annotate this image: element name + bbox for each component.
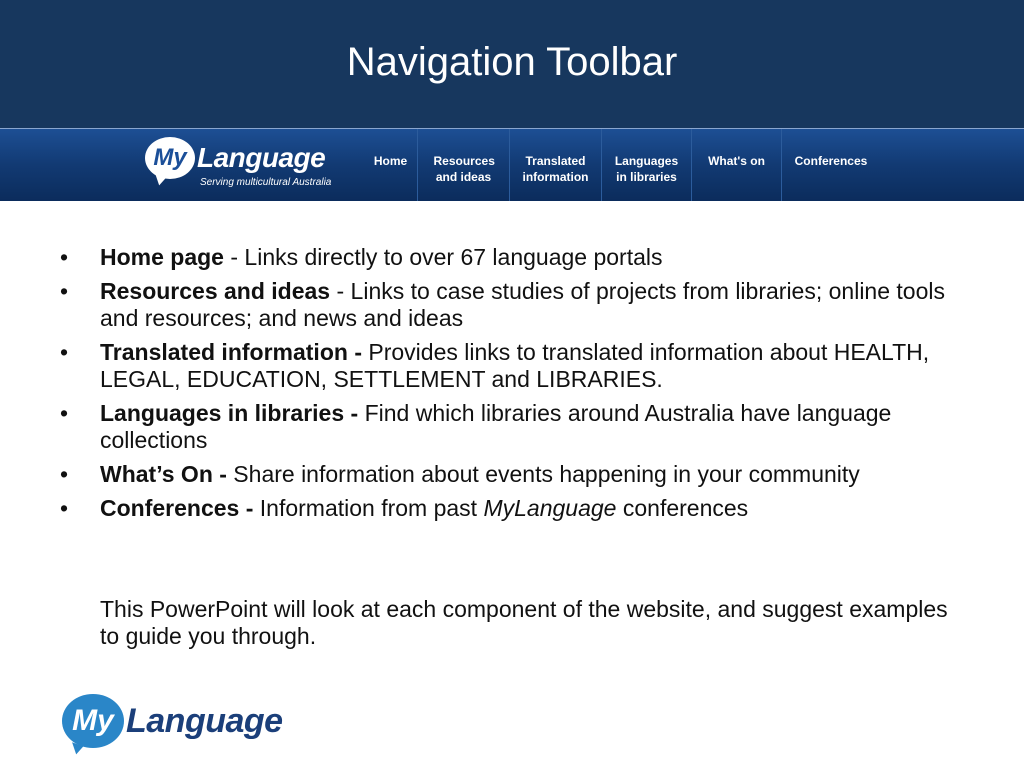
nav-item-label: Resources and ideas [433,154,495,184]
bullet-text: Provides links to translated information about HEALTH, LEGAL, EDUCATION, SETTLEMENT and LIBRARIES. [100,339,930,392]
bullet-heading: Conferences - [100,495,254,521]
bullet-heading: Home page [100,244,224,270]
speech-bubble-icon [145,137,195,179]
bullet-home-page [0,244,960,271]
bullet-text: Information from past [253,495,484,521]
nav-item-label: Languages in libraries [614,154,679,184]
bullet-text: Share information about events happening in your community [226,461,860,487]
bullet-italic-text: MyLanguage [483,495,617,521]
intro-note: This PowerPoint will look at each component of the website, and suggest examples to guide you through. [100,596,948,649]
navigation-toolbar-screenshot [0,128,1024,201]
nav-item-label: Translated information [522,154,589,184]
bullet-translated-information [0,339,960,393]
speech-bubble-icon [62,694,124,748]
bullet-heading: What’s On - [100,461,227,487]
nav-item-label: Conferences [794,154,868,168]
footer-mylanguage-logo [62,694,283,748]
bullet-conferences [0,495,960,522]
nav-item-label: Home [373,154,408,168]
bullet-text: - Links directly to over 67 language portals [223,244,663,270]
slide-body [0,244,1024,649]
nav-item-conferences[interactable] [782,129,880,201]
bullet-list [0,244,1024,522]
bullet-heading: Translated information - [100,339,362,365]
slide-title-bar [0,0,1024,128]
footer-logo-language-text: Language [126,701,283,740]
slide-title: Navigation Toolbar [346,40,678,84]
bullet-languages-in-libraries [0,400,960,454]
bullet-text: Find which libraries around Australia have language collections [100,400,892,453]
bullet-whats-on [0,461,960,488]
bullet-heading: Languages in libraries - [100,400,359,426]
bullet-resources-and-ideas [0,278,960,332]
nav-item-label: What's on [708,154,765,168]
nav-item-home[interactable] [364,129,418,201]
nav-item-resources-and-ideas[interactable] [418,129,510,201]
bullet-heading: Resources and ideas [100,278,331,304]
mylanguage-logo[interactable] [145,137,325,179]
nav-item-languages-in-libraries[interactable] [602,129,692,201]
logo-my-text: My [153,144,187,171]
bullet-text: - Links to case studies of projects from libraries; online tools and resources; and news and ideas [100,278,945,331]
logo-tagline: Serving multicultural Australia [200,177,332,188]
footer-logo-my-text: My [72,704,114,737]
toolbar-nav [364,129,880,201]
logo-language-text: Language [197,142,326,173]
bullet-text-after: conferences [616,495,749,521]
nav-item-whats-on[interactable] [692,129,782,201]
nav-item-translated-information[interactable] [510,129,602,201]
